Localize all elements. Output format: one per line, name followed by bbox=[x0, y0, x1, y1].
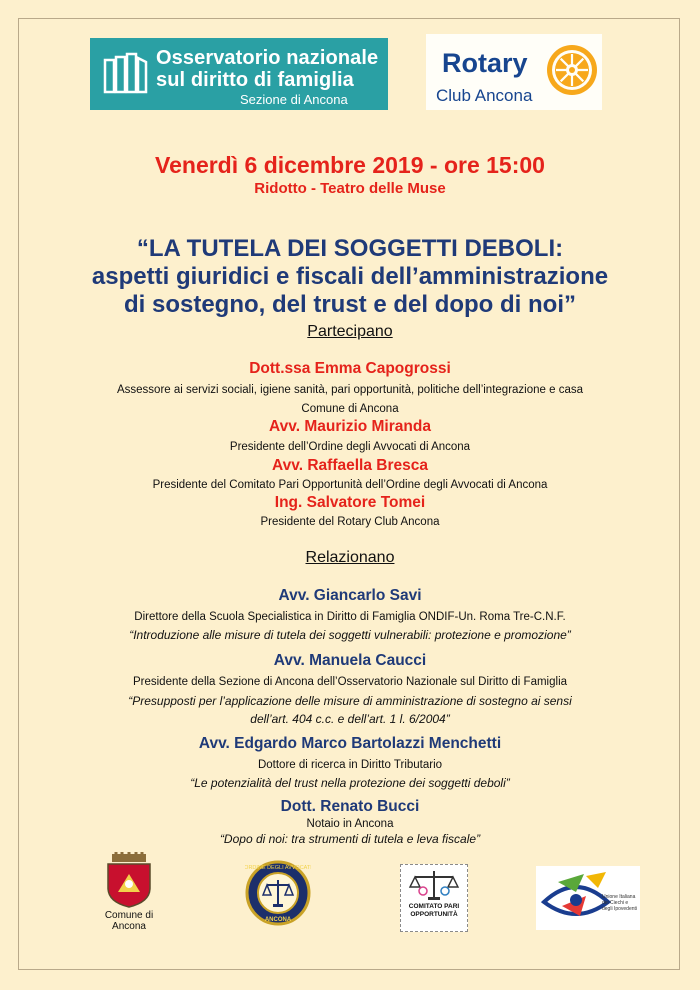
event-venue: Ridotto - Teatro delle Muse bbox=[254, 180, 446, 197]
participant-role: Presidente dell’Ordine degli Avvocati di Ancona bbox=[229, 441, 471, 453]
speaker-role: Direttore della Scuola Specialistica in Diritto di Famiglia ONDIF-Un. Roma Tre-C.N.F. bbox=[134, 611, 566, 623]
partecipano-heading: Partecipano bbox=[307, 323, 393, 340]
speaker-talk: “Presupposti per l’applicazione delle misure di amministrazione di sostegno ai sensi bbox=[128, 694, 572, 708]
participant-role: Presidente del Comitato Pari Opportunità dell’Ordine degli Avvocati di Ancona bbox=[152, 479, 548, 491]
ordine-caption: ORDINE DEGLI AVVOCATI bbox=[245, 865, 311, 871]
participant-role: Presidente del Rotary Club Ancona bbox=[260, 516, 440, 528]
comitato-caption: COMITATO PARI OPPORTUNITÀ bbox=[408, 903, 460, 918]
observatorio-line1: Osservatorio nazionale bbox=[156, 47, 379, 69]
speaker-talk: dell’art. 404 c.c. e dell’art. 1 l. 6/2004” bbox=[250, 712, 450, 726]
speaker-name: Dott. Renato Bucci bbox=[280, 798, 420, 815]
books-icon bbox=[102, 52, 148, 96]
speaker-name: Avv. Manuela Caucci bbox=[273, 652, 427, 669]
speaker-talk: “Le potenzialità del trust nella protezione dei soggetti deboli” bbox=[190, 776, 510, 790]
speaker-role: Notaio in Ancona bbox=[306, 818, 394, 830]
comune-ancona-logo bbox=[102, 852, 156, 932]
participant-name: Ing. Salvatore Tomei bbox=[274, 494, 426, 511]
unione-caption: Unione Italiana dei Ciechi e degli Ipovedenti bbox=[602, 894, 638, 912]
rotary-wheel-icon bbox=[544, 42, 600, 98]
participant-name: Dott.ssa Emma Capogrossi bbox=[249, 360, 451, 377]
speaker-talk: “Introduzione alle misure di tutela dei soggetti vulnerabili: protezione e promozione” bbox=[129, 628, 571, 642]
observatorio-line2: sul diritto di famiglia bbox=[156, 69, 354, 91]
event-title-line3: di sostegno, del trust e del dopo di noi” bbox=[123, 291, 576, 318]
participant-role: Assessore ai servizi sociali, igiene sanità, pari opportunità, politiche dell’integrazione e casa bbox=[116, 384, 583, 396]
observatorio-logo bbox=[90, 38, 388, 110]
event-date: Venerdì 6 dicembre 2019 - ore 15:00 bbox=[155, 152, 545, 178]
participant-name: Avv. Raffaella Bresca bbox=[272, 457, 428, 474]
event-title-line1: “LA TUTELA DEI SOGGETTI DEBOLI: bbox=[136, 235, 564, 262]
relazionano-heading: Relazionano bbox=[305, 549, 395, 566]
rotary-club: Club Ancona bbox=[436, 86, 533, 105]
speaker-name: Avv. Giancarlo Savi bbox=[278, 587, 422, 604]
observatorio-line3: Sezione di Ancona bbox=[240, 92, 348, 107]
unione-ciechi-logo bbox=[536, 866, 640, 930]
participant-name: Avv. Maurizio Miranda bbox=[269, 418, 431, 435]
speaker-role: Dottore di ricerca in Diritto Tributario bbox=[257, 759, 443, 771]
ordine-city: ANCONA bbox=[264, 917, 292, 923]
event-title-line2: aspetti giuridici e fiscali dell’amministrazione bbox=[91, 263, 609, 290]
rotary-logo bbox=[426, 34, 602, 110]
coat-of-arms-icon bbox=[102, 852, 156, 908]
rotary-name: Rotary bbox=[442, 48, 528, 78]
speaker-name: Avv. Edgardo Marco Bartolazzi Menchetti bbox=[198, 735, 502, 752]
comitato-pari-opportunita-logo bbox=[400, 864, 468, 932]
seal-icon bbox=[245, 860, 311, 926]
speaker-role: Presidente della Sezione di Ancona dell’Osservatorio Nazionale sul Diritto di Famiglia bbox=[132, 676, 568, 688]
ordine-avvocati-logo bbox=[245, 860, 311, 926]
scales-icon bbox=[401, 865, 467, 905]
speaker-talk: “Dopo di noi: tra strumenti di tutela e leva fiscale” bbox=[219, 832, 481, 846]
participant-role: Comune di Ancona bbox=[301, 403, 399, 415]
comune-caption: Comune di Ancona bbox=[104, 910, 154, 932]
